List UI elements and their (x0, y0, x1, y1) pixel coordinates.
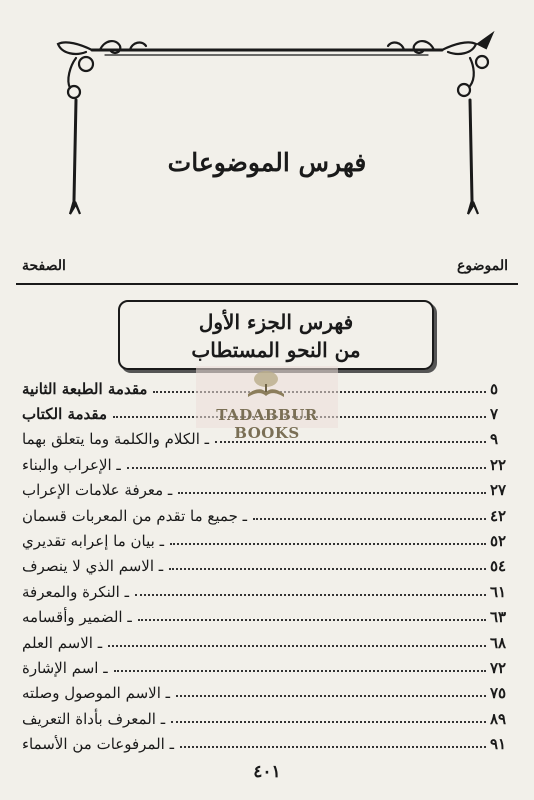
toc-entry (20, 554, 512, 579)
toc-entry (20, 503, 512, 528)
dot-leader (171, 721, 486, 723)
page-title: فهرس الموضوعات (167, 148, 367, 177)
watermark-text: TADABBUR BOOKS (216, 406, 318, 442)
toc-entry (20, 579, 512, 604)
toc-entry-label: ـ الضمير وأقسامه (22, 608, 132, 627)
header-rule (16, 283, 518, 285)
toc-entry (20, 452, 512, 477)
topic-column-header: الموضوع (457, 258, 508, 274)
dot-leader (108, 645, 486, 647)
toc-entry-page: ٥ (490, 379, 499, 398)
toc-entry-page: ٥٢ (490, 532, 507, 551)
toc-entry (20, 731, 512, 756)
dot-leader (127, 467, 486, 469)
toc-entry-page: ٢٢ (490, 455, 507, 474)
toc-entry-page: ٤٢ (490, 506, 507, 525)
page-number: ٤٠١ (253, 762, 281, 782)
section-title-box (118, 300, 434, 370)
toc-entry-page: ٩ (490, 430, 499, 449)
toc-entry-label: ـ الكلام والكلمة وما يتعلق بهما (22, 430, 210, 449)
toc-entry-label: ـ بيان ما إعرابه تقديري (22, 532, 164, 551)
toc-entry (20, 528, 512, 553)
dot-leader (114, 670, 486, 672)
book-tree-icon (244, 370, 288, 398)
toc-entry-label: مقدمة الطبعة الثانية (22, 379, 148, 398)
toc-entry-label: ـ النكرة والمعرفة (22, 582, 129, 601)
toc-entry (20, 681, 512, 706)
dot-leader (169, 568, 486, 570)
toc-entry (20, 630, 512, 655)
toc-entry-label: ـ الاسم الذي لا ينصرف (22, 557, 164, 576)
toc-entry-label: ـ معرفة علامات الإعراب (22, 481, 173, 500)
dot-leader (178, 492, 486, 494)
page-column-header: الصفحة (22, 258, 66, 274)
toc-entry (20, 478, 512, 503)
toc-entry (20, 706, 512, 731)
toc-entry-page: ٧٢ (490, 658, 507, 677)
toc-entry-page: ٥٤ (490, 557, 507, 576)
toc-entry-label: ـ جميع ما تقدم من المعربات قسمان (22, 506, 248, 525)
toc-entry-page: ٢٧ (490, 481, 507, 500)
dot-leader (180, 746, 486, 748)
toc-entry-label: مقدمة الكتاب (22, 405, 108, 424)
toc-entry-page: ٨٩ (490, 709, 507, 728)
toc-entry-label: ـ الاسم الموصول وصلته (22, 684, 171, 703)
toc-entry-label: ـ المرفوعات من الأسماء (22, 735, 174, 754)
dot-leader (138, 619, 486, 621)
toc-entry-page: ٦٨ (490, 633, 507, 652)
toc-entry (20, 655, 512, 680)
dot-leader (135, 594, 486, 596)
toc-entry-label: ـ المعرف بأداة التعريف (22, 709, 166, 728)
toc-entry-page: ٧ (490, 405, 499, 424)
dot-leader (253, 518, 486, 520)
toc-entry-label: ـ الإعراب والبناء (22, 455, 121, 474)
dot-leader (170, 543, 486, 545)
toc-entry-page: ٦١ (490, 582, 507, 601)
toc-entry-page: ٧٥ (490, 684, 507, 703)
toc-entry-label: ـ اسم الإشارة (22, 658, 108, 677)
toc-entry (20, 605, 512, 630)
dot-leader (176, 695, 486, 697)
toc-entry-page: ٦٣ (490, 608, 507, 627)
section-title-line-2: من النحو المستطاب (191, 338, 361, 362)
ornamental-frame (0, 0, 534, 240)
section-title-line-1: فهرس الجزء الأول (198, 310, 354, 334)
watermark (196, 366, 338, 442)
toc-entry-label: ـ الاسم العلم (22, 633, 103, 652)
toc-entry-page: ٩١ (490, 735, 507, 754)
